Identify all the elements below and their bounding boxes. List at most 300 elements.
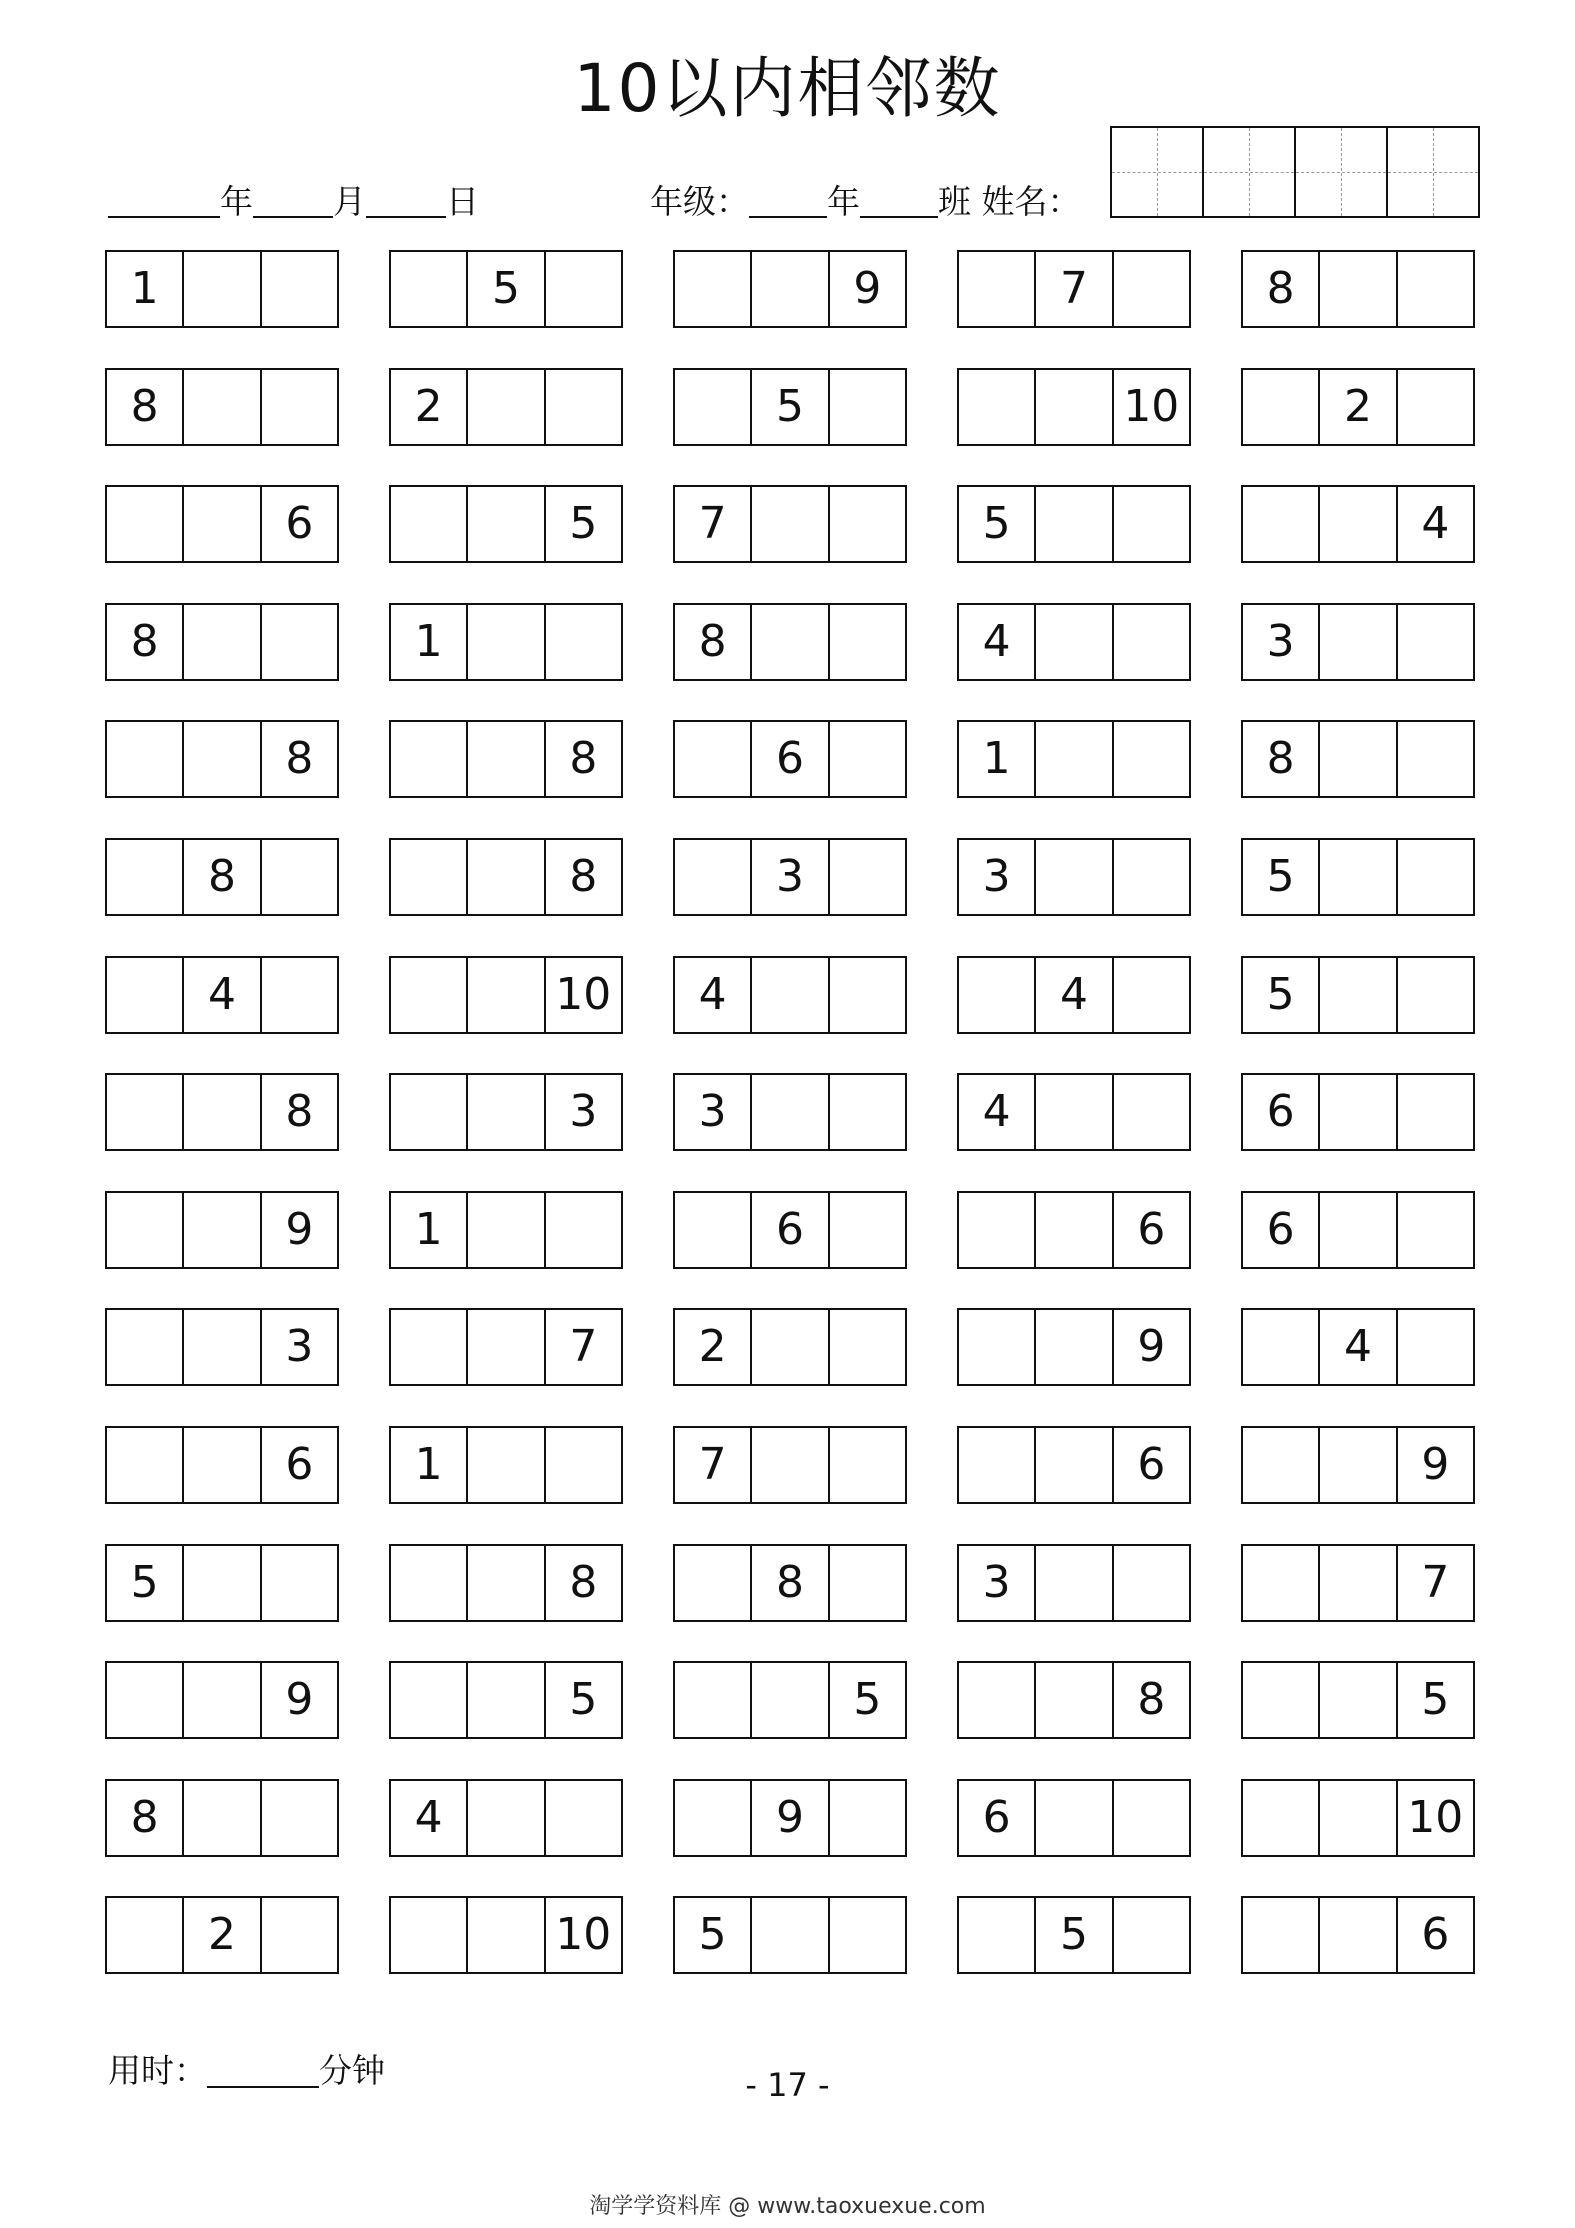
answer-cell[interactable] bbox=[959, 252, 1036, 326]
given-number-cell: 4 bbox=[391, 1781, 468, 1855]
answer-cell[interactable] bbox=[1398, 722, 1473, 796]
month-blank[interactable] bbox=[253, 172, 333, 218]
answer-cell[interactable] bbox=[1243, 1663, 1320, 1737]
answer-cell[interactable] bbox=[107, 958, 184, 1032]
day-blank[interactable] bbox=[366, 172, 446, 218]
date-fields bbox=[108, 172, 479, 232]
time-label: 用时： bbox=[108, 2051, 207, 2090]
grade-blank[interactable] bbox=[749, 172, 827, 218]
answer-cell[interactable] bbox=[830, 1428, 905, 1502]
adjacent-number-problem bbox=[389, 603, 623, 681]
answer-cell[interactable] bbox=[1320, 1546, 1397, 1620]
given-number-cell: 2 bbox=[675, 1310, 752, 1384]
answer-cell[interactable] bbox=[1114, 1546, 1189, 1620]
adjacent-number-problem bbox=[389, 1896, 623, 1974]
given-number-cell: 6 bbox=[1421, 1909, 1450, 1960]
answer-cell[interactable] bbox=[184, 1310, 261, 1384]
adjacent-number-problem bbox=[389, 838, 623, 916]
answer-cell[interactable] bbox=[1320, 958, 1397, 1032]
adjacent-number-problem bbox=[957, 1426, 1191, 1504]
answer-cell[interactable] bbox=[391, 958, 468, 1032]
answer-cell[interactable] bbox=[1243, 487, 1320, 561]
adjacent-number-problem bbox=[673, 1426, 907, 1504]
adjacent-number-problem bbox=[673, 1544, 907, 1622]
adjacent-number-problem bbox=[105, 1426, 339, 1504]
page-title: 10以内相邻数 bbox=[573, 50, 1002, 127]
adjacent-number-problem bbox=[1241, 1661, 1475, 1739]
answer-cell[interactable] bbox=[184, 1546, 261, 1620]
given-number-cell: 5 bbox=[107, 1546, 184, 1620]
answer-cell[interactable] bbox=[675, 1546, 752, 1620]
answer-cell[interactable] bbox=[830, 958, 905, 1032]
answer-cell[interactable] bbox=[752, 1898, 829, 1972]
answer-cell[interactable] bbox=[468, 958, 545, 1032]
given-number-cell: 9 bbox=[1137, 1321, 1166, 1372]
adjacent-number-problem bbox=[673, 603, 907, 681]
answer-cell[interactable] bbox=[546, 605, 621, 679]
answer-cell[interactable] bbox=[468, 1075, 545, 1149]
answer-cell[interactable] bbox=[391, 487, 468, 561]
given-number-cell: 5 bbox=[468, 252, 545, 326]
answer-cell[interactable] bbox=[391, 722, 468, 796]
answer-cell[interactable] bbox=[391, 252, 468, 326]
adjacent-number-problem bbox=[105, 1779, 339, 1857]
given-number-cell: 2 bbox=[391, 370, 468, 444]
answer-cell[interactable] bbox=[1114, 1075, 1189, 1149]
answer-cell[interactable] bbox=[184, 1428, 261, 1502]
answer-cell[interactable] bbox=[830, 1193, 905, 1267]
answer-cell[interactable] bbox=[107, 1310, 184, 1384]
answer-cell[interactable] bbox=[107, 840, 184, 914]
given-number-cell: 10 bbox=[1123, 381, 1180, 432]
given-number-cell: 1 bbox=[391, 1193, 468, 1267]
adjacent-number-problem bbox=[957, 720, 1191, 798]
answer-cell[interactable] bbox=[1114, 840, 1189, 914]
answer-cell[interactable] bbox=[391, 1663, 468, 1737]
answer-cell[interactable] bbox=[262, 1898, 337, 1972]
answer-cell[interactable] bbox=[830, 370, 905, 444]
answer-cell[interactable] bbox=[262, 1546, 337, 1620]
given-number-cell: 3 bbox=[959, 840, 1036, 914]
adjacent-number-problem bbox=[105, 368, 339, 446]
adjacent-number-problem bbox=[957, 1544, 1191, 1622]
adjacent-number-problem bbox=[1241, 956, 1475, 1034]
adjacent-number-problem bbox=[957, 368, 1191, 446]
adjacent-number-problem bbox=[957, 1896, 1191, 1974]
given-number-cell: 5 bbox=[569, 1674, 598, 1725]
answer-cell[interactable] bbox=[675, 1193, 752, 1267]
given-number-cell: 8 bbox=[1243, 252, 1320, 326]
given-number-cell: 9 bbox=[752, 1781, 829, 1855]
adjacent-number-problem bbox=[389, 368, 623, 446]
adjacent-number-problem bbox=[1241, 368, 1475, 446]
answer-cell[interactable] bbox=[675, 252, 752, 326]
given-number-cell: 4 bbox=[184, 958, 261, 1032]
month-label: 月 bbox=[333, 182, 366, 221]
answer-cell[interactable] bbox=[1320, 487, 1397, 561]
answer-cell[interactable] bbox=[107, 1428, 184, 1502]
answer-cell[interactable] bbox=[468, 1428, 545, 1502]
answer-cell[interactable] bbox=[830, 1075, 905, 1149]
adjacent-number-problem bbox=[389, 720, 623, 798]
answer-cell[interactable] bbox=[1320, 1781, 1397, 1855]
answer-cell[interactable] bbox=[1036, 1781, 1113, 1855]
given-number-cell: 7 bbox=[675, 1428, 752, 1502]
answer-cell[interactable] bbox=[752, 958, 829, 1032]
answer-cell[interactable] bbox=[184, 1193, 261, 1267]
answer-cell[interactable] bbox=[830, 487, 905, 561]
adjacent-number-problem bbox=[1241, 250, 1475, 328]
answer-cell[interactable] bbox=[830, 1898, 905, 1972]
answer-cell[interactable] bbox=[1036, 1428, 1113, 1502]
given-number-cell: 6 bbox=[1243, 1075, 1320, 1149]
adjacent-number-problem bbox=[389, 1191, 623, 1269]
answer-cell[interactable] bbox=[752, 487, 829, 561]
answer-cell[interactable] bbox=[675, 722, 752, 796]
answer-cell[interactable] bbox=[1398, 252, 1473, 326]
given-number-cell: 9 bbox=[1421, 1439, 1450, 1490]
answer-cell[interactable] bbox=[1243, 1781, 1320, 1855]
answer-cell[interactable] bbox=[830, 722, 905, 796]
adjacent-number-problem bbox=[389, 1073, 623, 1151]
year-blank[interactable] bbox=[108, 172, 220, 218]
answer-cell[interactable] bbox=[1036, 1310, 1113, 1384]
answer-cell[interactable] bbox=[391, 1075, 468, 1149]
adjacent-number-problem bbox=[957, 1308, 1191, 1386]
adjacent-number-problem bbox=[389, 1779, 623, 1857]
given-number-cell: 1 bbox=[391, 1428, 468, 1502]
adjacent-number-problem bbox=[673, 1191, 907, 1269]
given-number-cell: 8 bbox=[569, 733, 598, 784]
grade-year-label: 年 bbox=[827, 182, 860, 221]
answer-cell[interactable] bbox=[830, 1310, 905, 1384]
answer-cell[interactable] bbox=[391, 1310, 468, 1384]
answer-cell[interactable] bbox=[959, 1428, 1036, 1502]
answer-cell[interactable] bbox=[1243, 1428, 1320, 1502]
watermark-text: 淘学学资料库 @ www.taoxuexue.com bbox=[589, 2194, 986, 2219]
given-number-cell: 4 bbox=[959, 605, 1036, 679]
given-number-cell: 4 bbox=[675, 958, 752, 1032]
answer-cell[interactable] bbox=[1036, 487, 1113, 561]
answer-cell[interactable] bbox=[184, 722, 261, 796]
adjacent-number-problem bbox=[1241, 1544, 1475, 1622]
name-label: 姓名： bbox=[981, 182, 1081, 221]
answer-cell[interactable] bbox=[752, 252, 829, 326]
adjacent-number-problem bbox=[957, 838, 1191, 916]
given-number-cell: 3 bbox=[1243, 605, 1320, 679]
adjacent-number-problem bbox=[105, 720, 339, 798]
adjacent-number-problem bbox=[389, 485, 623, 563]
adjacent-number-problem bbox=[1241, 1073, 1475, 1151]
answer-cell[interactable] bbox=[107, 1193, 184, 1267]
adjacent-number-problem bbox=[389, 956, 623, 1034]
answer-cell[interactable] bbox=[262, 370, 337, 444]
given-number-cell: 5 bbox=[959, 487, 1036, 561]
adjacent-number-problem bbox=[1241, 1779, 1475, 1857]
answer-cell[interactable] bbox=[1036, 840, 1113, 914]
answer-cell[interactable] bbox=[546, 370, 621, 444]
given-number-cell: 3 bbox=[752, 840, 829, 914]
given-number-cell: 6 bbox=[752, 722, 829, 796]
answer-cell[interactable] bbox=[546, 1781, 621, 1855]
name-writing-grid[interactable] bbox=[1110, 126, 1480, 218]
answer-cell[interactable] bbox=[468, 487, 545, 561]
given-number-cell: 6 bbox=[959, 1781, 1036, 1855]
given-number-cell: 7 bbox=[675, 487, 752, 561]
given-number-cell: 5 bbox=[1243, 840, 1320, 914]
adjacent-number-problem bbox=[957, 485, 1191, 563]
given-number-cell: 5 bbox=[1036, 1898, 1113, 1972]
adjacent-number-problem bbox=[1241, 485, 1475, 563]
answer-cell[interactable] bbox=[1320, 722, 1397, 796]
given-number-cell: 4 bbox=[1036, 958, 1113, 1032]
answer-cell[interactable] bbox=[752, 1075, 829, 1149]
adjacent-number-problem bbox=[1241, 1308, 1475, 1386]
answer-cell[interactable] bbox=[959, 1898, 1036, 1972]
answer-cell[interactable] bbox=[1320, 1428, 1397, 1502]
given-number-cell: 4 bbox=[959, 1075, 1036, 1149]
answer-cell[interactable] bbox=[468, 1898, 545, 1972]
answer-cell[interactable] bbox=[184, 1781, 261, 1855]
answer-cell[interactable] bbox=[184, 487, 261, 561]
answer-cell[interactable] bbox=[468, 1781, 545, 1855]
adjacent-number-problem bbox=[1241, 838, 1475, 916]
answer-cell[interactable] bbox=[1036, 1663, 1113, 1737]
answer-cell[interactable] bbox=[1243, 1546, 1320, 1620]
answer-cell[interactable] bbox=[959, 370, 1036, 444]
year-label: 年 bbox=[220, 182, 253, 221]
given-number-cell: 8 bbox=[752, 1546, 829, 1620]
answer-cell[interactable] bbox=[1398, 840, 1473, 914]
answer-cell[interactable] bbox=[1036, 1546, 1113, 1620]
answer-cell[interactable] bbox=[391, 1546, 468, 1620]
adjacent-number-problem bbox=[105, 956, 339, 1034]
given-number-cell: 3 bbox=[285, 1321, 314, 1372]
answer-cell[interactable] bbox=[1320, 1663, 1397, 1737]
adjacent-number-problem bbox=[389, 1308, 623, 1386]
answer-cell[interactable] bbox=[1036, 605, 1113, 679]
class-label: 班 bbox=[938, 182, 971, 221]
adjacent-number-problem bbox=[673, 250, 907, 328]
answer-cell[interactable] bbox=[468, 722, 545, 796]
adjacent-number-problem bbox=[105, 1661, 339, 1739]
answer-cell[interactable] bbox=[1398, 958, 1473, 1032]
adjacent-number-problem bbox=[389, 1426, 623, 1504]
adjacent-number-problem bbox=[673, 1308, 907, 1386]
given-number-cell: 8 bbox=[184, 840, 261, 914]
adjacent-number-problem bbox=[389, 250, 623, 328]
answer-cell[interactable] bbox=[675, 840, 752, 914]
given-number-cell: 10 bbox=[555, 1909, 612, 1960]
answer-cell[interactable] bbox=[468, 1193, 545, 1267]
given-number-cell: 7 bbox=[569, 1321, 598, 1372]
answer-cell[interactable] bbox=[546, 1193, 621, 1267]
adjacent-number-problem bbox=[957, 1073, 1191, 1151]
answer-cell[interactable] bbox=[107, 722, 184, 796]
given-number-cell: 8 bbox=[1137, 1674, 1166, 1725]
adjacent-number-problem bbox=[389, 1661, 623, 1739]
answer-cell[interactable] bbox=[830, 1546, 905, 1620]
answer-cell[interactable] bbox=[1243, 1310, 1320, 1384]
answer-cell[interactable] bbox=[1114, 958, 1189, 1032]
minutes-label: 分钟 bbox=[319, 2051, 385, 2090]
answer-cell[interactable] bbox=[1114, 1898, 1189, 1972]
given-number-cell: 6 bbox=[285, 498, 314, 549]
given-number-cell: 6 bbox=[1137, 1204, 1166, 1255]
answer-cell[interactable] bbox=[830, 1781, 905, 1855]
given-number-cell: 6 bbox=[1137, 1439, 1166, 1490]
adjacent-number-problem bbox=[105, 1308, 339, 1386]
answer-cell[interactable] bbox=[468, 840, 545, 914]
adjacent-number-problem bbox=[957, 1191, 1191, 1269]
answer-cell[interactable] bbox=[1398, 605, 1473, 679]
answer-cell[interactable] bbox=[262, 1781, 337, 1855]
given-number-cell: 5 bbox=[752, 370, 829, 444]
adjacent-number-problem bbox=[105, 838, 339, 916]
answer-cell[interactable] bbox=[1398, 1310, 1473, 1384]
adjacent-number-problem bbox=[105, 603, 339, 681]
adjacent-number-problem bbox=[957, 1779, 1191, 1857]
adjacent-number-problem bbox=[105, 250, 339, 328]
answer-cell[interactable] bbox=[468, 1663, 545, 1737]
answer-cell[interactable] bbox=[959, 1310, 1036, 1384]
given-number-cell: 1 bbox=[107, 252, 184, 326]
adjacent-number-problem bbox=[673, 1779, 907, 1857]
name-grid-cell[interactable] bbox=[1204, 128, 1296, 216]
name-grid-cell[interactable] bbox=[1112, 128, 1204, 216]
adjacent-number-problem bbox=[1241, 1191, 1475, 1269]
answer-cell[interactable] bbox=[546, 1428, 621, 1502]
answer-cell[interactable] bbox=[468, 605, 545, 679]
answer-cell[interactable] bbox=[107, 1075, 184, 1149]
answer-cell[interactable] bbox=[1320, 605, 1397, 679]
given-number-cell: 10 bbox=[555, 969, 612, 1020]
adjacent-number-problem bbox=[673, 368, 907, 446]
given-number-cell: 3 bbox=[569, 1086, 598, 1137]
answer-cell[interactable] bbox=[752, 1310, 829, 1384]
adjacent-number-problem bbox=[957, 956, 1191, 1034]
answer-cell[interactable] bbox=[959, 1193, 1036, 1267]
answer-cell[interactable] bbox=[959, 1663, 1036, 1737]
name-grid-cell[interactable] bbox=[1296, 128, 1388, 216]
answer-cell[interactable] bbox=[1036, 1193, 1113, 1267]
answer-cell[interactable] bbox=[184, 1075, 261, 1149]
adjacent-number-problem bbox=[389, 1544, 623, 1622]
answer-cell[interactable] bbox=[1398, 370, 1473, 444]
answer-cell[interactable] bbox=[468, 1310, 545, 1384]
given-number-cell: 5 bbox=[569, 498, 598, 549]
answer-cell[interactable] bbox=[468, 1546, 545, 1620]
answer-cell[interactable] bbox=[675, 370, 752, 444]
answer-cell[interactable] bbox=[1320, 252, 1397, 326]
adjacent-number-problem bbox=[105, 1191, 339, 1269]
adjacent-number-problem bbox=[673, 1661, 907, 1739]
answer-cell[interactable] bbox=[752, 1428, 829, 1502]
answer-cell[interactable] bbox=[830, 840, 905, 914]
given-number-cell: 1 bbox=[391, 605, 468, 679]
given-number-cell: 3 bbox=[675, 1075, 752, 1149]
answer-cell[interactable] bbox=[184, 605, 261, 679]
answer-cell[interactable] bbox=[752, 1663, 829, 1737]
adjacent-number-problem bbox=[673, 1073, 907, 1151]
adjacent-number-problem bbox=[105, 1073, 339, 1151]
answer-cell[interactable] bbox=[675, 1663, 752, 1737]
given-number-cell: 3 bbox=[959, 1546, 1036, 1620]
adjacent-number-problem bbox=[957, 1661, 1191, 1739]
answer-cell[interactable] bbox=[1320, 1193, 1397, 1267]
answer-cell[interactable] bbox=[262, 840, 337, 914]
answer-cell[interactable] bbox=[1114, 722, 1189, 796]
given-number-cell: 5 bbox=[853, 1674, 882, 1725]
adjacent-number-problem bbox=[673, 720, 907, 798]
answer-cell[interactable] bbox=[468, 370, 545, 444]
answer-cell[interactable] bbox=[1320, 1898, 1397, 1972]
answer-cell[interactable] bbox=[184, 370, 261, 444]
page-number: - 17 - bbox=[745, 2066, 830, 2104]
given-number-cell: 6 bbox=[752, 1193, 829, 1267]
adjacent-number-problem bbox=[673, 1896, 907, 1974]
answer-cell[interactable] bbox=[1398, 1193, 1473, 1267]
class-blank[interactable] bbox=[860, 172, 938, 218]
answer-cell[interactable] bbox=[184, 252, 261, 326]
answer-cell[interactable] bbox=[262, 958, 337, 1032]
answer-cell[interactable] bbox=[184, 1663, 261, 1737]
answer-cell[interactable] bbox=[391, 840, 468, 914]
adjacent-number-problem bbox=[673, 838, 907, 916]
answer-cell[interactable] bbox=[546, 252, 621, 326]
given-number-cell: 8 bbox=[285, 733, 314, 784]
day-label: 日 bbox=[446, 182, 479, 221]
answer-cell[interactable] bbox=[107, 487, 184, 561]
answer-cell[interactable] bbox=[959, 958, 1036, 1032]
answer-cell[interactable] bbox=[1114, 605, 1189, 679]
given-number-cell: 7 bbox=[1036, 252, 1113, 326]
answer-cell[interactable] bbox=[1320, 1075, 1397, 1149]
adjacent-number-problem bbox=[673, 485, 907, 563]
answer-cell[interactable] bbox=[1114, 487, 1189, 561]
given-number-cell: 8 bbox=[107, 370, 184, 444]
grade-label: 年级： bbox=[650, 182, 749, 221]
answer-cell[interactable] bbox=[1114, 1781, 1189, 1855]
answer-cell[interactable] bbox=[1398, 1075, 1473, 1149]
answer-cell[interactable] bbox=[752, 605, 829, 679]
answer-cell[interactable] bbox=[107, 1898, 184, 1972]
answer-cell[interactable] bbox=[262, 252, 337, 326]
answer-cell[interactable] bbox=[1036, 1075, 1113, 1149]
given-number-cell: 5 bbox=[1421, 1674, 1450, 1725]
answer-cell[interactable] bbox=[262, 605, 337, 679]
answer-cell[interactable] bbox=[1114, 252, 1189, 326]
answer-cell[interactable] bbox=[1320, 840, 1397, 914]
given-number-cell: 8 bbox=[569, 851, 598, 902]
answer-cell[interactable] bbox=[391, 1898, 468, 1972]
adjacent-number-problem bbox=[957, 603, 1191, 681]
name-grid-cell[interactable] bbox=[1388, 128, 1478, 216]
answer-cell[interactable] bbox=[1243, 370, 1320, 444]
given-number-cell: 10 bbox=[1407, 1792, 1464, 1843]
answer-cell[interactable] bbox=[1243, 1898, 1320, 1972]
adjacent-number-problem bbox=[1241, 720, 1475, 798]
answer-cell[interactable] bbox=[107, 1663, 184, 1737]
adjacent-number-problem bbox=[1241, 1426, 1475, 1504]
given-number-cell: 1 bbox=[959, 722, 1036, 796]
given-number-cell: 8 bbox=[107, 605, 184, 679]
answer-cell[interactable] bbox=[1036, 370, 1113, 444]
answer-cell[interactable] bbox=[675, 1781, 752, 1855]
answer-cell[interactable] bbox=[830, 605, 905, 679]
given-number-cell: 5 bbox=[1243, 958, 1320, 1032]
answer-cell[interactable] bbox=[1036, 722, 1113, 796]
